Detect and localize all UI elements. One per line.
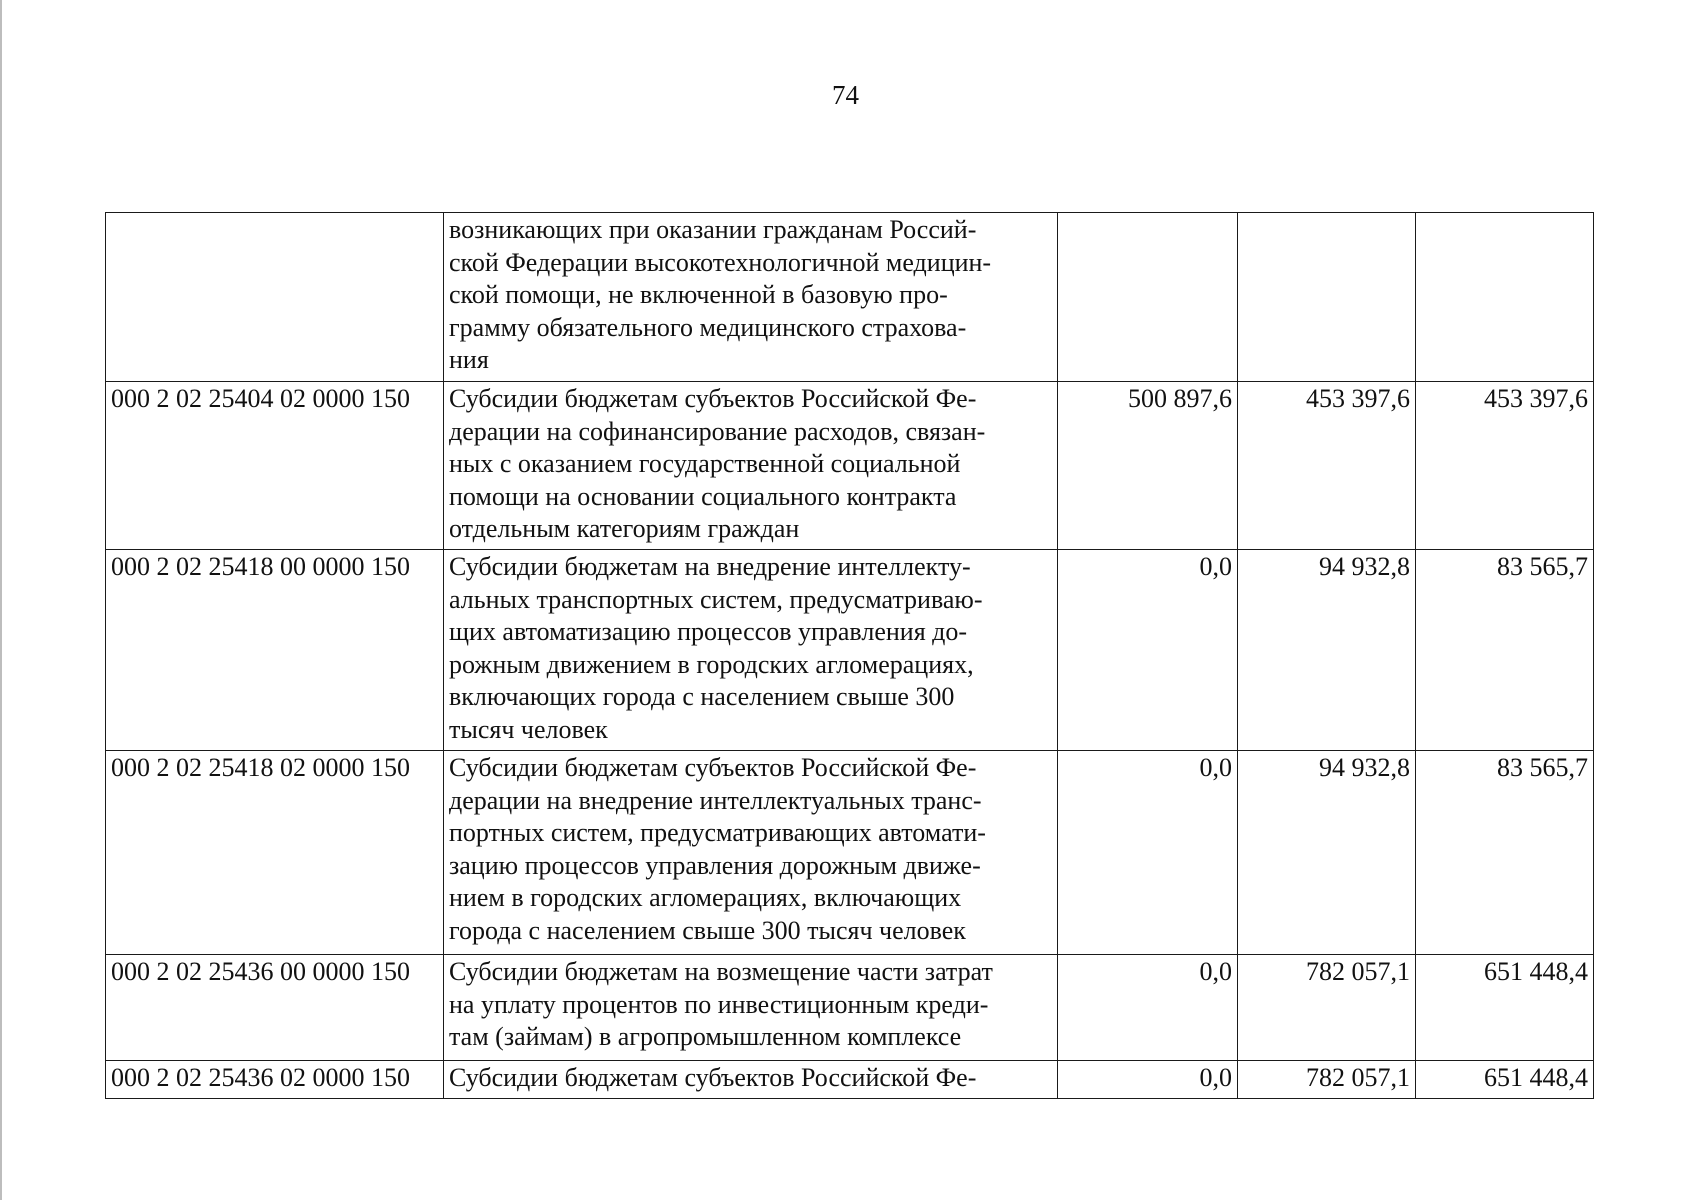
description-line: альных транспортных систем, предусматриваю-: [449, 584, 983, 614]
amount-cell-2: 94 932,8: [1238, 751, 1416, 955]
description-line: Субсидии бюджетам субъектов Российской Фе-: [449, 1063, 977, 1092]
description-cell: [444, 751, 1058, 955]
amount-cell-3: 453 397,6: [1416, 382, 1594, 550]
amount-cell-1: 0,0: [1058, 1061, 1238, 1099]
scan-edge-line: [0, 0, 2, 1200]
description-line: дерации на внедрение интеллектуальных транс-: [449, 785, 982, 815]
budget-code-cell: 000 2 02 25436 02 0000 150: [106, 1061, 444, 1099]
amount-cell-2: 453 397,6: [1238, 382, 1416, 550]
amount-cell-1: 0,0: [1058, 751, 1238, 955]
budget-code-cell: 000 2 02 25418 02 0000 150: [106, 751, 444, 955]
description-cell: [444, 1061, 1058, 1099]
table-row: [106, 1061, 1594, 1099]
amount-cell-3: 651 448,4: [1416, 1061, 1594, 1099]
description-line: рожным движением в городских агломерациях,: [449, 649, 974, 679]
description-line: на уплату процентов по инвестиционным креди-: [449, 989, 989, 1019]
description-line: зацию процессов управления дорожным движе-: [449, 850, 981, 880]
budget-code-cell: 000 2 02 25404 02 0000 150: [106, 382, 444, 550]
table-row: [106, 382, 1594, 550]
description-line: портных систем, предусматривающих автомати-: [449, 818, 986, 847]
table-row: [106, 751, 1594, 955]
description-line: там (займам) в агропромышленном комплексе: [449, 1022, 962, 1051]
description-line: Субсидии бюджетам субъектов Российской Фе-: [449, 753, 977, 782]
description-line: грамму обязательного медицинского страхова-: [449, 312, 967, 342]
description-line: Субсидии бюджетам на внедрение интеллекту-: [449, 552, 971, 581]
description-line: тысяч человек: [449, 714, 608, 744]
table-row: [106, 213, 1594, 382]
amount-cell-1: [1058, 213, 1238, 382]
amount-cell-1: 0,0: [1058, 550, 1238, 751]
budget-revenue-table: [105, 212, 1594, 1099]
amount-cell-1: 0,0: [1058, 955, 1238, 1061]
description-cell: [444, 382, 1058, 550]
description-line: возникающих при оказании гражданам Россий-: [449, 215, 977, 244]
description-line: Субсидии бюджетам на возмещение части затрат: [449, 957, 993, 986]
description-line: Субсидии бюджетам субъектов Российской Фе-: [449, 384, 977, 413]
budget-code-cell: 000 2 02 25418 00 0000 150: [106, 550, 444, 751]
amount-cell-3: 83 565,7: [1416, 751, 1594, 955]
description-line: ской Федерации высокотехнологичной медицин-: [449, 247, 992, 277]
amount-cell-1: 500 897,6: [1058, 382, 1238, 550]
table-row: [106, 550, 1594, 751]
table-row: [106, 955, 1594, 1061]
description-line: щих автоматизацию процессов управления до-: [449, 617, 968, 646]
description-line: включающих города с населением свыше 300: [449, 682, 955, 711]
description-cell: [444, 213, 1058, 382]
amount-cell-3: 651 448,4: [1416, 955, 1594, 1061]
amount-cell-2: 782 057,1: [1238, 1061, 1416, 1099]
description-cell: [444, 955, 1058, 1061]
budget-code-cell: 000 2 02 25436 00 0000 150: [106, 955, 444, 1061]
amount-cell-2: 94 932,8: [1238, 550, 1416, 751]
description-line: ных с оказанием государственной социальной: [449, 449, 961, 478]
description-line: города с населением свыше 300 тысяч человек: [449, 915, 966, 945]
description-line: ния: [449, 345, 489, 374]
amount-cell-3: [1416, 213, 1594, 382]
description-line: помощи на основании социального контракта: [449, 481, 957, 511]
amount-cell-3: 83 565,7: [1416, 550, 1594, 751]
description-cell: [444, 550, 1058, 751]
description-line: дерации на софинансирование расходов, связан-: [449, 416, 986, 446]
page-number: 74: [832, 80, 859, 110]
description-line: отдельным категориям граждан: [449, 514, 800, 543]
description-line: ской помощи, не включенной в базовую про-: [449, 280, 948, 309]
description-line: нием в городских агломерациях, включающих: [449, 883, 962, 912]
amount-cell-2: 782 057,1: [1238, 955, 1416, 1061]
budget-code-cell: [106, 213, 444, 382]
amount-cell-2: [1238, 213, 1416, 382]
